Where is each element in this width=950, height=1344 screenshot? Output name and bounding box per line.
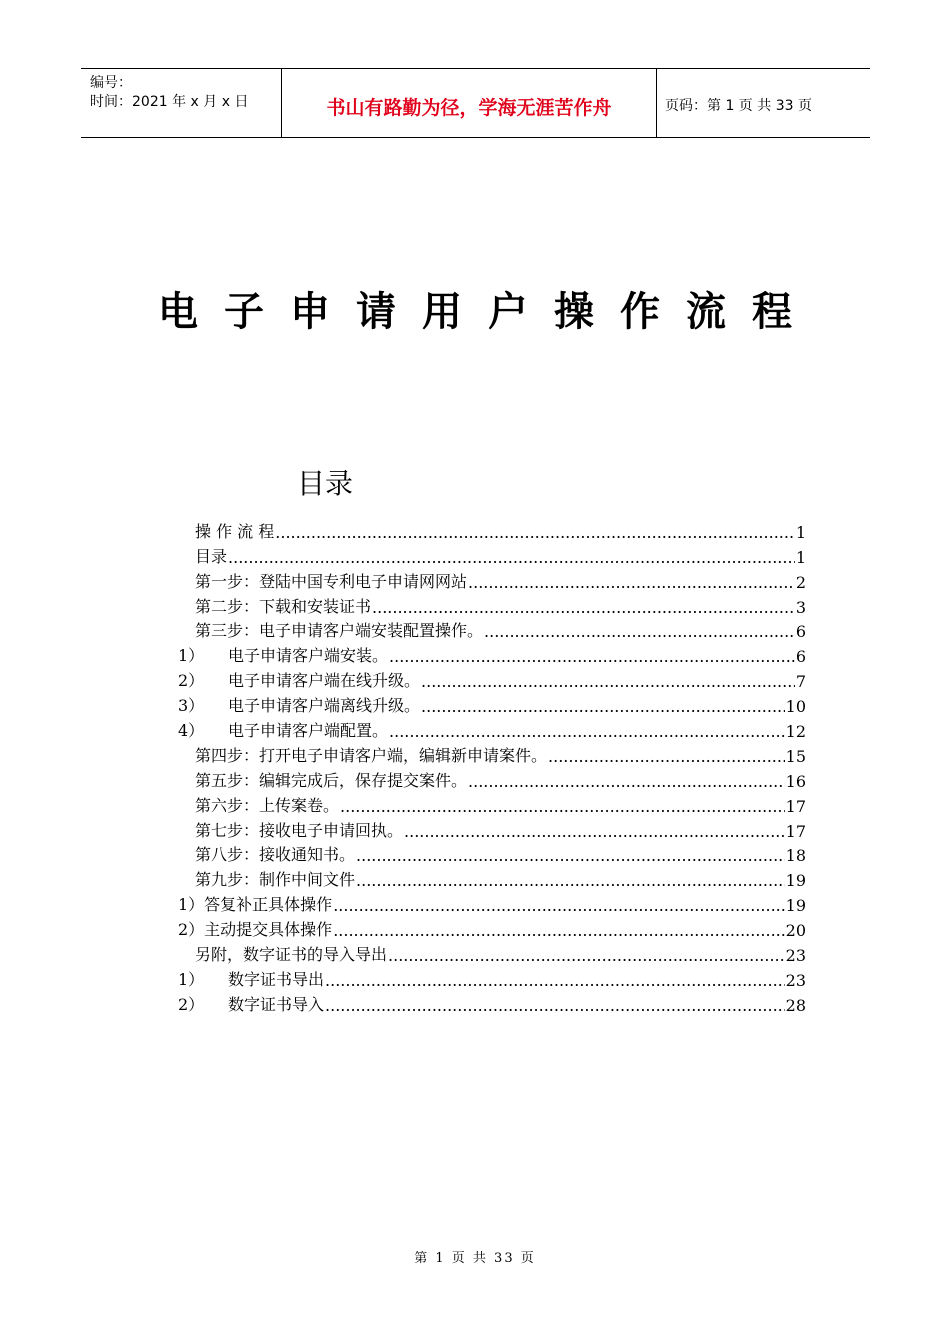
toc-entry-text: 2）主动提交具体操作	[178, 920, 333, 940]
toc-entry-text: 第八步：接收通知书。	[195, 845, 356, 865]
toc-entry[interactable]	[145, 592, 806, 617]
toc-leader-dots	[484, 622, 795, 641]
toc-entry-page: 10	[785, 697, 806, 717]
toc-entry[interactable]	[145, 965, 806, 990]
toc-entry-page: 6	[795, 622, 806, 642]
toc-entry-number: 4）	[178, 721, 205, 741]
toc-leader-dots	[389, 722, 785, 741]
toc-leader-dots	[333, 921, 784, 940]
toc-entry-number: 1）	[178, 969, 205, 989]
toc-leader-dots	[468, 772, 785, 791]
toc-entry-text: 目录	[195, 546, 228, 566]
toc-entry-number: 1）	[178, 646, 205, 666]
toc-entry-page: 16	[785, 771, 806, 791]
document-time-label: 时间：2021 年 x 月 x 日	[90, 94, 249, 110]
toc-leader-dots	[356, 871, 785, 890]
toc-leader-dots	[548, 747, 785, 766]
toc-entry-text: 另附，数字证书的导入导出	[195, 945, 388, 965]
toc-entry-page: 19	[785, 871, 806, 891]
toc-entry-page: 12	[785, 722, 806, 742]
toc-entry[interactable]	[145, 741, 806, 766]
header-right-cell	[656, 69, 870, 137]
toc-entry[interactable]	[145, 990, 806, 1015]
toc-leader-dots	[333, 896, 784, 915]
toc-entry-text: 操 作 流 程	[195, 521, 275, 541]
toc-entry-page: 2	[795, 572, 806, 592]
toc-leader-dots	[388, 946, 785, 965]
toc-entry[interactable]	[145, 542, 806, 567]
toc-entry-page: 15	[785, 746, 806, 766]
toc-entry[interactable]	[145, 865, 806, 890]
toc-entry[interactable]	[145, 617, 806, 642]
toc-entry-page: 20	[785, 921, 806, 941]
header-motto: 书山有路勤为径，学海无涯苦作舟	[326, 97, 612, 119]
document-title: 电子申请用户操作流程	[158, 288, 818, 335]
toc-leader-dots	[275, 523, 795, 542]
document-header	[81, 68, 870, 138]
toc-entry-number: 2）	[178, 994, 205, 1014]
toc-entry-page: 23	[785, 946, 806, 966]
toc-entry-page: 28	[785, 995, 806, 1015]
toc-entry[interactable]	[145, 641, 806, 666]
toc-entry[interactable]	[145, 890, 806, 915]
toc-entry-page: 1	[795, 522, 806, 542]
header-center-cell	[281, 69, 657, 137]
toc-entry-text: 电子申请客户端配置。	[228, 721, 389, 741]
toc-entry-text: 电子申请客户端安装。	[228, 646, 389, 666]
table-of-contents	[145, 517, 806, 1015]
toc-entry-text: 第四步：打开电子申请客户端，编辑新申请案件。	[195, 745, 548, 765]
toc-entry[interactable]	[145, 915, 806, 940]
toc-leader-dots	[325, 996, 785, 1015]
toc-entry-text: 1）答复补正具体操作	[178, 895, 333, 915]
toc-entry-text: 第五步：编辑完成后，保存提交案件。	[195, 770, 468, 790]
toc-entry-text: 第九步：制作中间文件	[195, 870, 356, 890]
toc-entry-page: 19	[785, 896, 806, 916]
toc-entry-page: 6	[795, 647, 806, 667]
toc-entry[interactable]	[145, 791, 806, 816]
toc-entry[interactable]	[145, 517, 806, 542]
toc-leader-dots	[356, 846, 785, 865]
document-number-label: 编号：	[90, 75, 132, 91]
toc-leader-dots	[389, 647, 795, 666]
toc-entry-page: 17	[785, 821, 806, 841]
toc-entry-page: 17	[785, 796, 806, 816]
toc-entry-text: 数字证书导出	[228, 969, 325, 989]
toc-entry-text: 数字证书导入	[228, 994, 325, 1014]
toc-entry-text: 第二步：下载和安装证书	[195, 596, 372, 616]
toc-entry[interactable]	[145, 841, 806, 866]
toc-entry-number: 3）	[178, 696, 205, 716]
toc-entry[interactable]	[145, 766, 806, 791]
toc-entry-page: 23	[785, 970, 806, 990]
toc-leader-dots	[468, 573, 795, 592]
toc-leader-dots	[228, 548, 795, 567]
toc-entry[interactable]	[145, 567, 806, 592]
toc-entry-text: 第三步：电子申请客户端安装配置操作。	[195, 621, 484, 641]
page-footer: 第 1 页 共 33 页	[414, 1251, 536, 1266]
toc-entry-page: 3	[795, 597, 806, 617]
toc-entry[interactable]	[145, 940, 806, 965]
toc-heading: 目录	[297, 467, 354, 500]
toc-leader-dots	[372, 598, 795, 617]
toc-entry-text: 电子申请客户端在线升级。	[228, 671, 421, 691]
toc-entry[interactable]	[145, 716, 806, 741]
toc-entry-text: 第六步：上传案卷。	[195, 795, 340, 815]
toc-leader-dots	[325, 971, 785, 990]
toc-entry-page: 1	[795, 547, 806, 567]
toc-entry[interactable]	[145, 691, 806, 716]
toc-leader-dots	[340, 797, 785, 816]
toc-entry-text: 第一步：登陆中国专利电子申请网网站	[195, 571, 468, 591]
toc-entry-page: 18	[785, 846, 806, 866]
toc-entry[interactable]	[145, 816, 806, 841]
header-left-cell	[81, 69, 281, 137]
toc-entry-page: 7	[795, 672, 806, 692]
header-page-label: 页码：第 1 页 共 33 页	[665, 98, 812, 114]
toc-entry-number: 2）	[178, 671, 205, 691]
toc-entry[interactable]	[145, 666, 806, 691]
toc-entry-text: 第七步：接收电子申请回执。	[195, 820, 404, 840]
toc-leader-dots	[404, 822, 785, 841]
toc-leader-dots	[421, 672, 795, 691]
toc-entry-text: 电子申请客户端离线升级。	[228, 696, 421, 716]
toc-leader-dots	[421, 697, 785, 716]
